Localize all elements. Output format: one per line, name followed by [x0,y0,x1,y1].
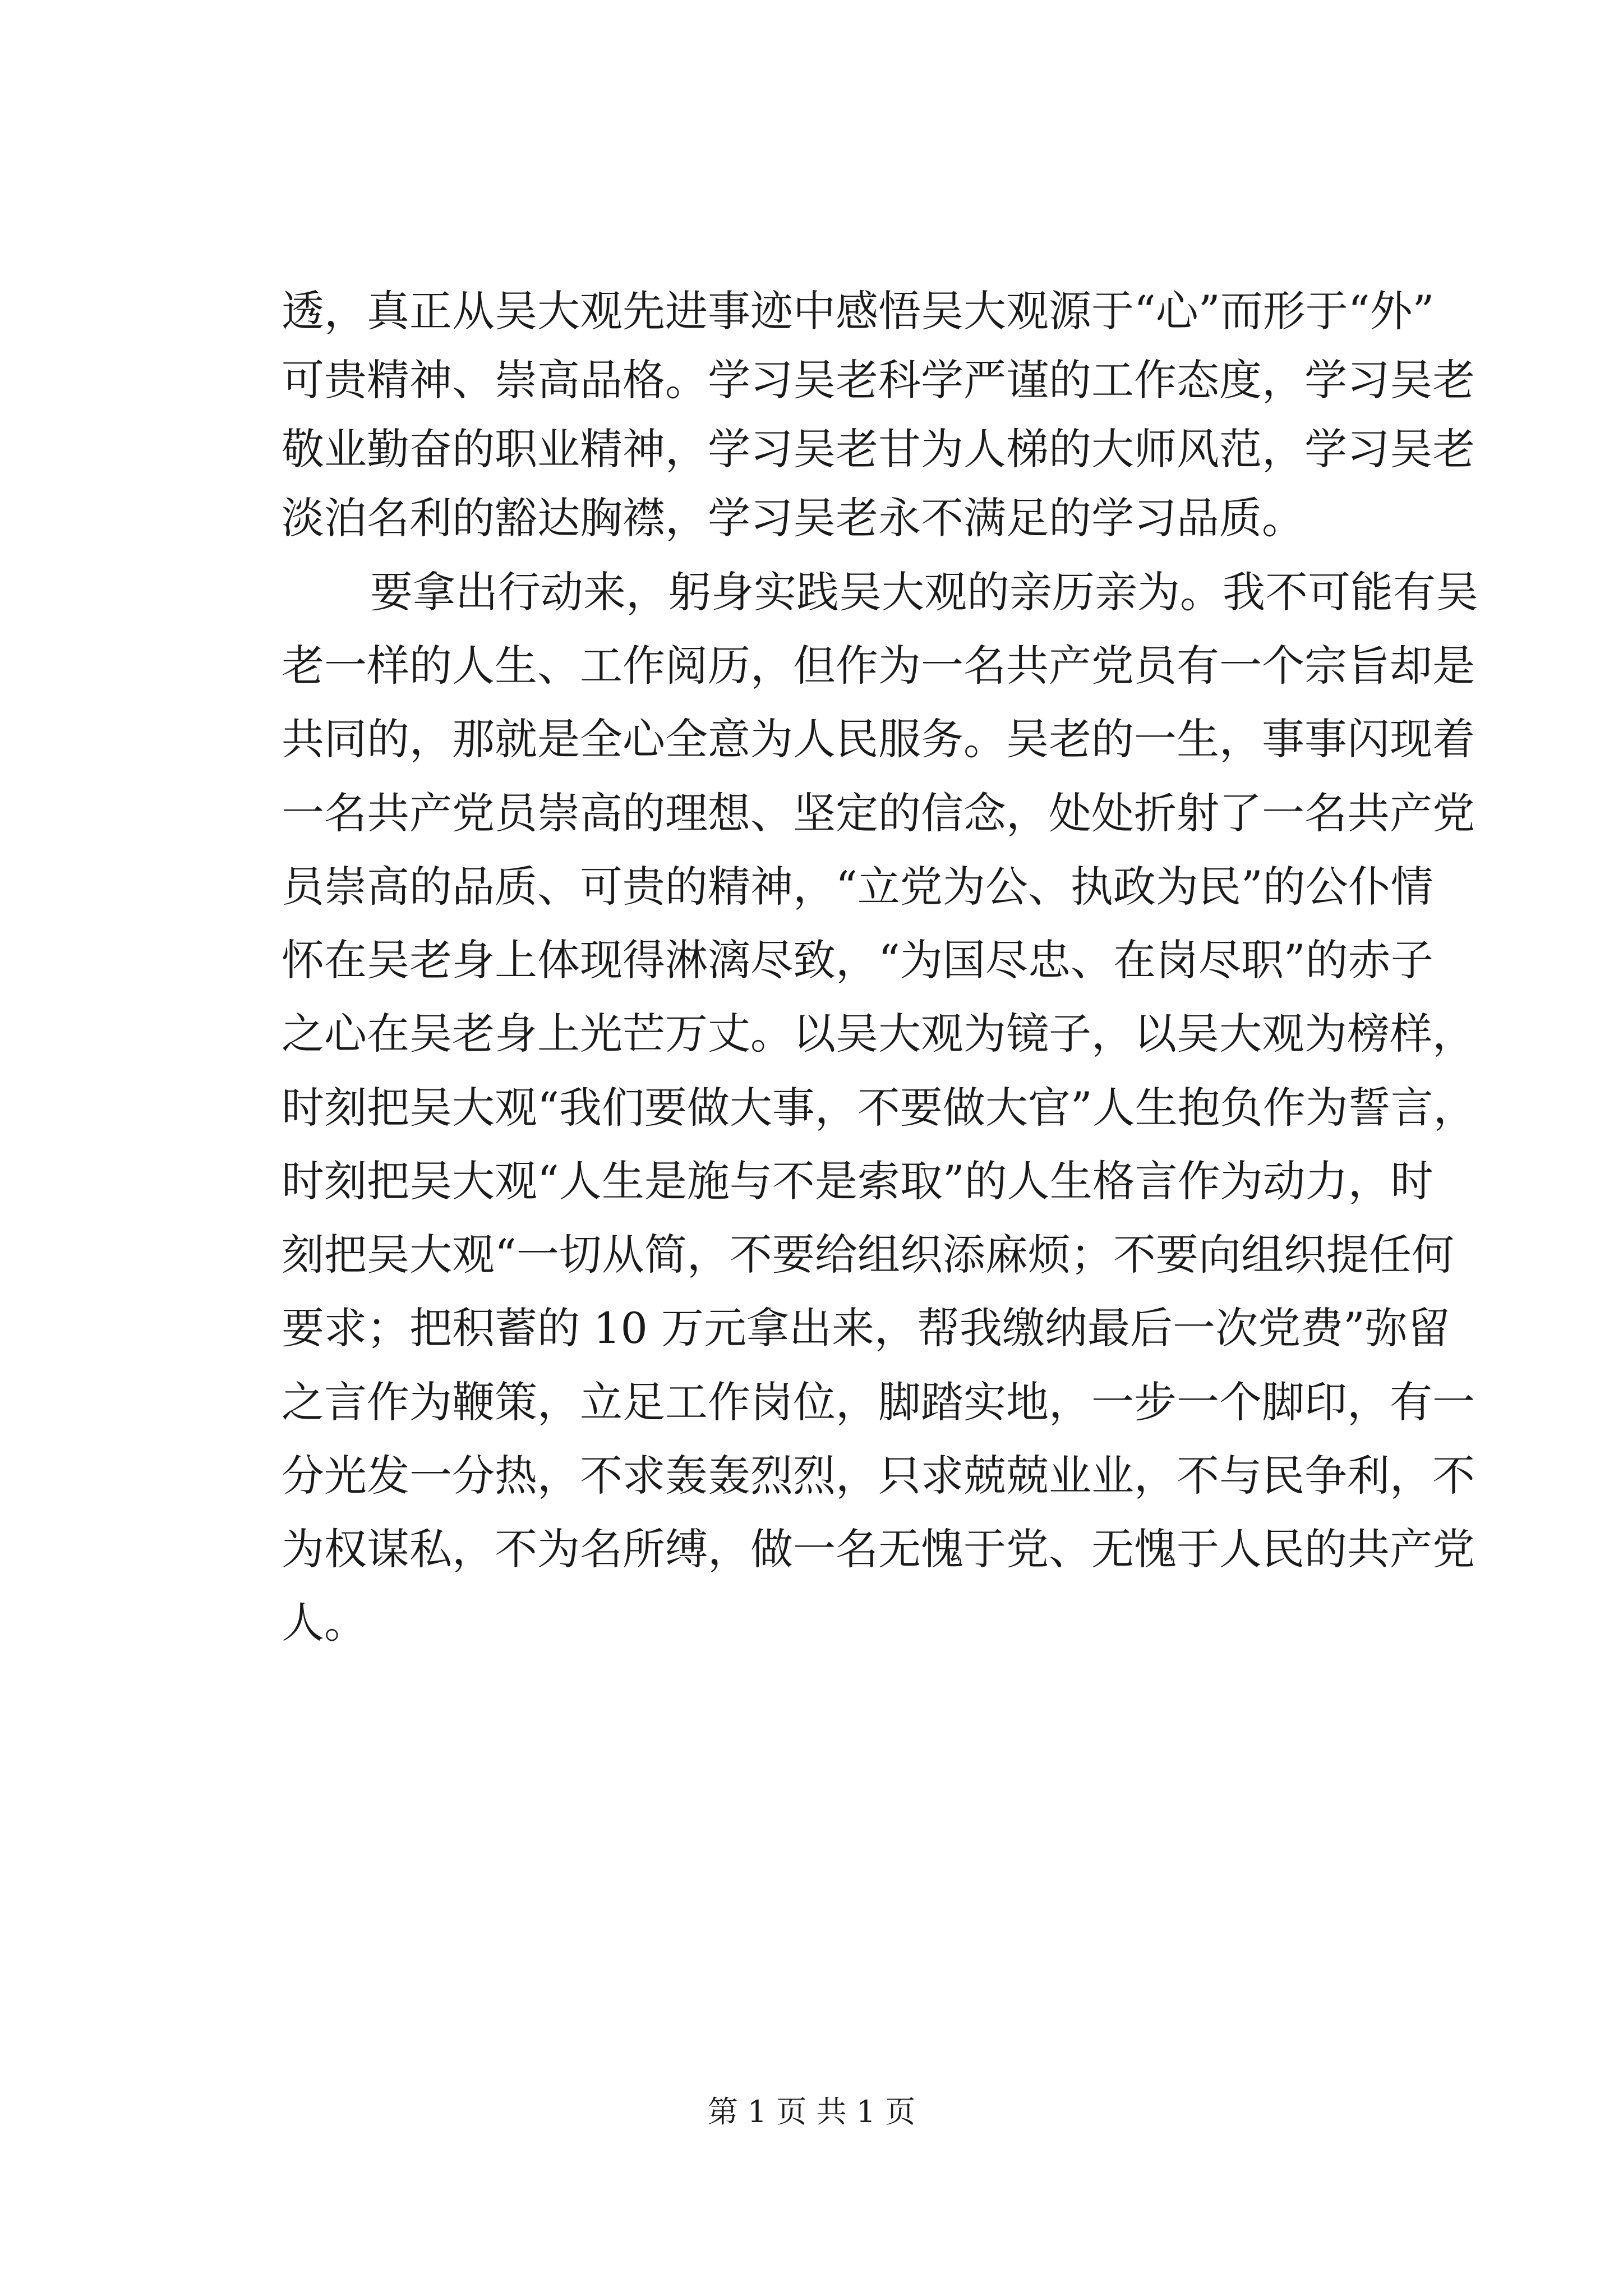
paragraph-2-line-3: 共同的，那就是全心全意为人民服务。吴老的一生，事事闪现着 [282,714,1475,764]
paragraph-2-line-13: 分光发一分热，不求轰轰烈烈，只求兢兢业业，不与民争利，不 [282,1451,1475,1501]
paragraph-2-line-7: 之心在吴老身上光芒万丈。以吴大观为镜子，以吴大观为榜样， [282,1009,1475,1059]
paragraph-2-line-12: 之言作为鞭策，立足工作岗位，脚踏实地，一步一个脚印，有一 [282,1377,1475,1427]
paragraph-2-line-9: 时刻把吴大观“人生是施与不是索取”的人生格言作为动力，时 [282,1156,1433,1206]
paragraph-2-line-1: 要拿出行动来，躬身实践吴大观的亲历亲为。我不可能有吴 [370,567,1478,617]
paragraph-1-line-3: 敬业勤奋的职业精神，学习吴老甘为人梯的大师风范，学习吴老 [282,424,1475,474]
paragraph-2-line-5: 员崇高的品质、可贵的精神，“立党为公、执政为民”的公仆情 [282,862,1433,912]
paragraph-1-line-2: 可贵精神、崇高品格。学习吴老科学严谨的工作态度，学习吴老 [282,355,1475,405]
paragraph-1-line-1: 透，真正从吴大观先进事迹中感悟吴大观源于“心”而形于“外” [282,286,1435,336]
paragraph-1-line-4: 淡泊名利的豁达胸襟，学习吴老永不满足的学习品质。 [282,493,1304,543]
paragraph-2-line-4: 一名共产党员崇高的理想、坚定的信念，处处折射了一名共产党 [282,788,1475,838]
paragraph-2-line-2: 老一样的人生、工作阅历，但作为一名共产党员有一个宗旨却是 [282,641,1475,691]
paragraph-2-line-10: 刻把吴大观“一切从简，不要给组织添麻烦；不要向组织提任何 [282,1230,1454,1280]
page-number-footer: 第 1 页 共 1 页 [707,2094,916,2129]
paragraph-2-line-14: 为权谋私，不为名所缚，做一名无愧于党、无愧于人民的共产党 [282,1524,1475,1574]
paragraph-2-line-8: 时刻把吴大观“我们要做大事，不要做大官”人生抱负作为誓言， [282,1083,1476,1133]
paragraph-2-line-6: 怀在吴老身上体现得淋漓尽致，“为国尽忠、在岗尽职”的赤子 [282,935,1433,985]
paragraph-2-line-11: 要求；把积蓄的 10 万元拿出来，帮我缴纳最后一次党费”弥留 [282,1303,1450,1353]
paragraph-2-line-15: 人。 [282,1598,367,1648]
